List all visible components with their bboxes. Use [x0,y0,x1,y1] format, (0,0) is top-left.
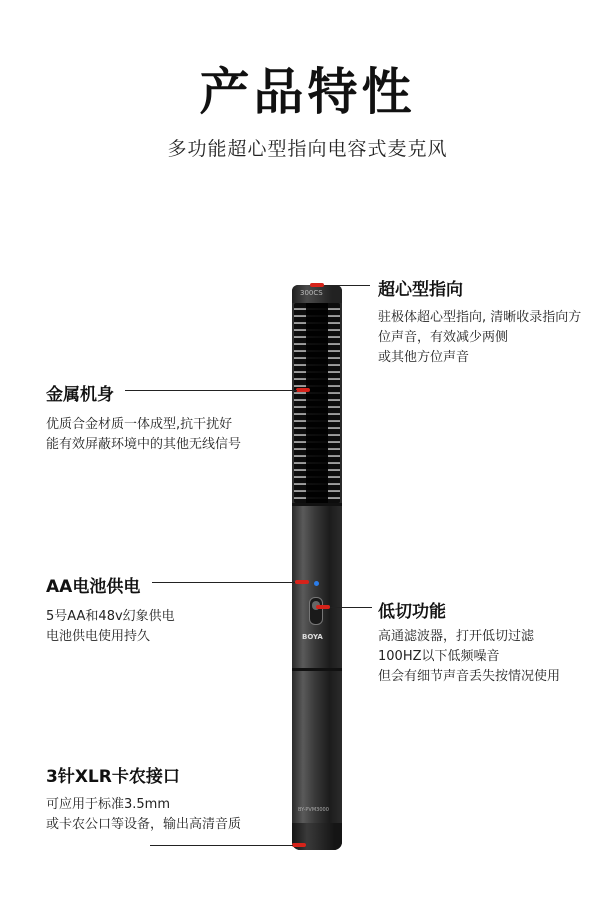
desc-line: 可应用于标准3.5mm [46,797,171,812]
callout-dot [292,843,306,847]
callout-line [330,607,372,608]
feature-desc-low-cut [378,627,560,687]
desc-line: 或卡农公口等设备，输出高清音质 [46,817,242,832]
feature-title-aa-battery: AA电池供电 [46,577,141,597]
desc-line: 100HZ以下低频噪音 [378,649,500,664]
feature-title-metal-body: 金属机身 [46,385,114,405]
mic-cap [292,285,342,303]
page-subtitle: 多功能超心型指向电容式麦克风 [167,138,448,160]
callout-dot [295,580,309,584]
desc-line: 电池供电使用持久 [46,629,151,644]
feature-desc-metal-body [46,415,241,455]
desc-line: 优质合金材质一体成型,抗干扰好 [46,417,233,432]
page-title: 产品特性 [199,63,416,121]
desc-line: 位声音，有效减少两侧 [378,330,509,345]
mic-model-bottom: BY-PVM3000 [298,807,329,813]
desc-line: 驻极体超心型指向, 清晰收录指向方 [378,310,582,325]
feature-desc-aa-battery [46,607,175,647]
callout-line [150,845,293,846]
desc-line: 但会有细节声音丢失按情况使用 [378,669,561,684]
mic-ring [292,503,342,506]
brand-logo: BOYA [302,633,323,641]
low-cut-switch [309,597,323,625]
feature-desc-xlr [46,795,241,835]
callout-line [125,390,297,391]
mic-ring [292,668,342,671]
callout-line [152,582,295,583]
feature-title-supercardioid: 超心型指向 [378,280,463,300]
status-led [314,581,319,586]
callout-dot [310,283,324,287]
desc-line: 或其他方位声音 [378,350,470,365]
feature-title-low-cut: 低切功能 [378,602,446,622]
callout-line [325,285,370,286]
callout-dot [296,388,310,392]
feature-desc-supercardioid [378,308,581,368]
microphone-image [292,285,342,850]
desc-line: 5号AA和48v幻象供电 [46,609,175,624]
mic-grille [294,303,340,503]
feature-title-xlr: 3针XLR卡农接口 [46,767,180,787]
callout-dot [316,605,330,609]
mic-model-top: 300CS [300,289,323,297]
desc-line: 高通滤波器，打开低切过滤 [378,629,535,644]
desc-line: 能有效屏蔽环境中的其他无线信号 [46,437,242,452]
